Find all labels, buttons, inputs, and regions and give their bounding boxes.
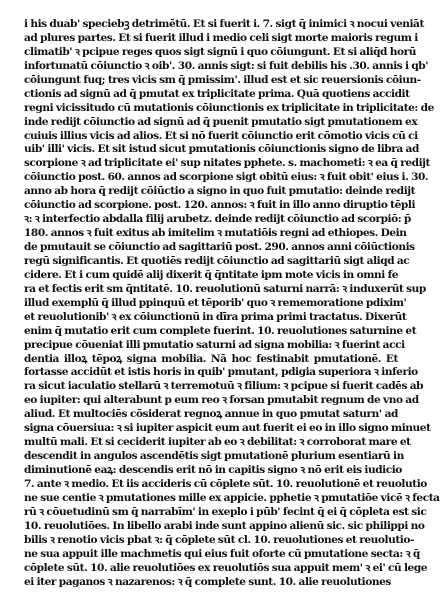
- body-text: [24, 18, 440, 590]
- text-line: ꝛ: ꝛ interfectio abdalla filij arubetz. deinde redijt cōiunctio ad scorpiō: p̄: [24, 213, 411, 226]
- text-line: multū mali. Et si ceciderit iupiter ab eo ꝛ debilitat: ꝛ corroborat mare et: [24, 436, 411, 449]
- text-line: ei iter paganos ꝛ nazarenos: ꝛ q̄ complete sunt. 10. alie reuolutiones: [24, 575, 391, 588]
- text-line: cuiuis illius vicis ad alios. Et si nō fuerit cōiunctio erit cōmotio vicis cū ci: [24, 129, 418, 142]
- text-line: regni vicissitudo cū mutationis cōiunctionis ex triplicitate in triplicitate: de: [24, 101, 434, 114]
- text-line: bilis ꝛ renotio vicis pbat ꝛ: q̄ cōplete sūt cl. 10. reuolutiones et reuolutio-: [24, 533, 414, 546]
- text-line: enim q̄ mutatio erit cum complete fuerint. 10. reuolutiones saturnine et: [24, 324, 417, 337]
- text-line: precipue cōueniat illi pmutatio saturni ad signa mobilia: ꝛ fuerint acci: [24, 338, 405, 351]
- text-line: inde redijt cōiunctio ad signū ad q̄ puenit pmutatio sigt pmutationem ex: [24, 115, 418, 128]
- text-line: de pmutauit se cōiunctio ad sagittariū post. 290. annos anni cōiūctionis: [24, 241, 415, 253]
- text-line: ra sicut iaculatio stellarū ꝛ terremotuū ꝛ filium: ꝛ pcipue si fuerit cadēs ab: [24, 380, 424, 393]
- text-line: cōiunctio post. 60. annos ad scorpione sigt obitū eius: ꝛ fuit obit' eius i. 30.: [24, 171, 429, 184]
- text-line: infortunatū cōiunctio ꝛ oib'. 30. annis sigt: si fuit debilis his .30. annis i qb': [24, 59, 429, 72]
- text-line: cōiunctio ad scorpione. post. 120. annos: ꝛ fuit in illo anno diruptio tēpli: [24, 199, 416, 212]
- text-line: uib' illi' vicis. Et sit istud sicut pmutationis cōiunctionis signo de libra ad: [24, 143, 419, 156]
- text-line: climatib' ꝛ pcipue reges quos sigt signū i quo cōiungunt. Et si aliq̄d horū: [24, 45, 416, 58]
- text-line: descendit in angulos ascendētis sigt pmutationē plurium esentiarū in: [24, 450, 404, 463]
- text-line: scorpione ꝛ ad triplicitate ei' sup nitates pphete. s. machometi: ꝛ ea q̄ redijt: [24, 157, 430, 170]
- text-line: i his duab' speciebꝫ detrimētū. Et si fuerit i. 7. sigt q̄ inimici ꝛ nocui veniāt: [24, 18, 424, 30]
- text-line: ad plures partes. Et si fuerit illud i medio celi sigt morte maioris regum i: [24, 31, 418, 44]
- text-line: regū significantis. Et quotiēs redijt cōiunctio ad sagittariū sigt aliqd ac: [24, 254, 410, 267]
- text-line: illud exemplū q̄ illud ppinquū et tēporib' quo ꝛ rememoratione pdixim': [24, 296, 407, 309]
- text-line: aliud. Et multociēs cōsiderat regnoꝝ annue in quo pmutat saturn' ad: [24, 408, 398, 421]
- text-line: 10. reuolutiōes. In libello arabi inde sunt appino alienū sic. sic philippi no: [24, 519, 425, 532]
- text-line: cōiungunt fuq; tres vicis sm q̄ pmissim'. illud est et sic reuersionis cōiun-: [24, 73, 421, 86]
- text-line: dentia illoꝝ tēpoꝝ signa mobilia. Nā hoc festinabit pmutationē. Et: [24, 352, 398, 365]
- text-line: et reuolutionib' ꝛ ex cōiunctionū in dīra prima primi tractatus. Dixerūt: [24, 310, 407, 323]
- text-line: ctionis ad signū ad q̄ pmutat ex triplicitate prima. Quā quotiens accidit: [24, 87, 410, 100]
- text-line: cōplete sūt. 10. alie reuolutiōes ex reuolutiōs sua appuit mem' ꝛ ei' cū lege: [24, 561, 428, 574]
- text-line: rū ꝛ cōuetudinū sm q̄ narrabīm' in exeplo i pūb' fecint q̄ ei q̄ cōpleta est sic: [24, 505, 427, 518]
- text-line: ne sua appuit ille machmetis qui eius fuit oforte cū pmutatione secta: ꝛ q̄: [24, 547, 420, 560]
- text-line: cidere. Et i cum quidē alij dixerit q̄ q̄ntitate ipm mote vicis in omni fe: [24, 268, 398, 281]
- text-line: signa cōuersiua: ꝛ si iupiter aspicit eum aut fuerit ei eo in illo signo minuet: [24, 422, 431, 435]
- text-line: ra et fectis erit sm q̄ntitatē. 10. reuolutionū saturni narrā: ꝛ induxerūt sup: [24, 282, 426, 295]
- text-line: eo iupiter: qui alterabunt p eum reo ꝛ forsan pmutabit regnum de vno ad: [24, 394, 419, 407]
- text-line: ne sue centie ꝛ pmutationes mille ex appicie. pphetie ꝛ pmutatiōe vicē ꝛ fecta: [24, 491, 440, 504]
- text-line: diminutionē eaꝝ: descendis erit nō in capitis signo ꝛ nō erit eis iudicio: [24, 464, 402, 476]
- text-line: 180. annos ꝛ fuit exitus ab imitelim ꝛ mutatiōis regni ad ethiopes. Dein: [24, 227, 407, 240]
- text-line: anno ab hora q̄ redijt cōiūctio a signo in quo fuit pmutatio: deinde redijt: [24, 185, 416, 198]
- text-line: 7. ante ꝛ medio. Et iis accideris cū cōplete sūt. 10. reuolutionē et reuolutio: [24, 477, 427, 490]
- text-line: fortasse accidūt et istis horis in quib' pmutant, pdigia superiora ꝛ inferio: [24, 366, 418, 379]
